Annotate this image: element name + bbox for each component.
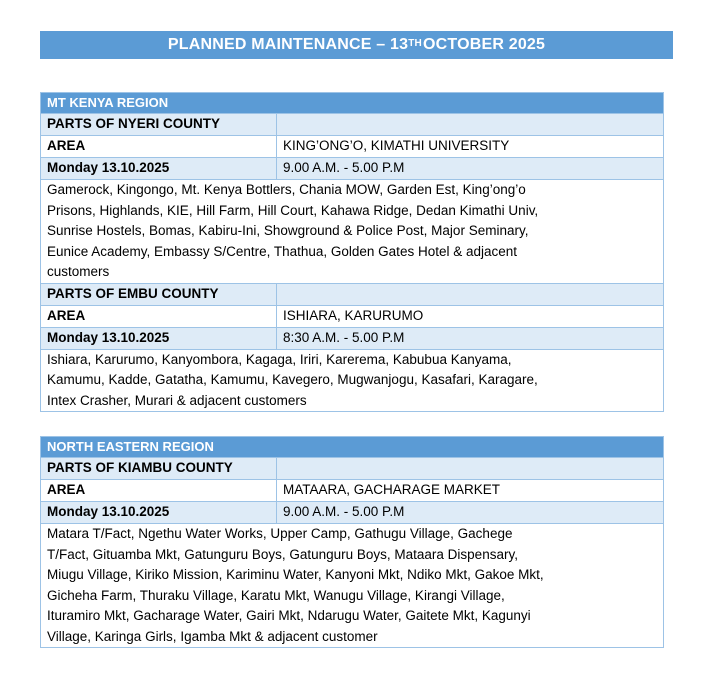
area-label: AREA <box>41 306 277 327</box>
affected-line: Gamerock, Kingongo, Mt. Kenya Bottlers, Chania MOW, Garden Est, King’ong’o <box>47 182 526 197</box>
affected-areas <box>41 523 663 647</box>
affected-line: Intex Crasher, Murari & adjacent customers <box>47 392 307 408</box>
date-row <box>41 327 663 349</box>
affected-line: Prisons, Highlands, KIE, Hill Farm, Hill Court, Kahawa Ridge, Dedan Kimathi Univ, <box>47 202 539 218</box>
time-value: 8:30 A.M. - 5.00 P.M <box>283 329 405 345</box>
region-header: NORTH EASTERN REGION <box>41 437 663 457</box>
county-row <box>41 283 663 305</box>
affected-line: Eunice Academy, Embassy S/Centre, Thathua, Golden Gates Hotel & adjacent <box>47 243 518 259</box>
date-value: Monday 13.10.2025 <box>41 328 277 349</box>
affected-line: Matara T/Fact, Ngethu Water Works, Upper Camp, Gathugu Village, Gachege <box>47 526 513 541</box>
page-title <box>40 31 673 59</box>
affected-line: Kamumu, Kadde, Gatatha, Kamumu, Kavegero, Mugwanjogu, Kasafari, Karagare, <box>47 372 538 387</box>
area-row <box>41 479 663 501</box>
affected-line: Miugu Village, Kiriko Mission, Kariminu Water, Kanyoni Mkt, Ndiko Mkt, Gakoe Mkt, <box>47 567 544 582</box>
county-row <box>41 457 663 479</box>
time-value: 9.00 A.M. - 5.00 P.M <box>283 160 405 175</box>
region-mt-kenya <box>40 92 664 412</box>
affected-line: Sunrise Hostels, Bomas, Kabiru-Ini, Showground & Police Post, Major Seminary, <box>47 223 529 238</box>
area-row <box>41 305 663 327</box>
affected-line: Gicheha Farm, Thuraku Village, Karatu Mkt, Wanugu Village, Kirangi Village, <box>47 587 505 603</box>
region-north-eastern <box>40 436 664 648</box>
affected-areas <box>41 179 663 283</box>
area-value: KING’ONG’O, KIMATHI UNIVERSITY <box>283 138 510 153</box>
title-superscript: TH <box>408 37 422 49</box>
area-label: AREA <box>41 480 277 501</box>
date-row <box>41 501 663 523</box>
title-suffix: OCTOBER 2025 <box>422 36 546 53</box>
time-value: 9.00 A.M. - 5.00 P.M <box>283 504 405 519</box>
area-value: MATAARA, GACHARAGE MARKET <box>283 482 501 497</box>
affected-line: customers <box>47 264 110 279</box>
affected-line: T/Fact, Gituamba Mkt, Gatunguru Boys, Gatunguru Boys, Mataara Dispensary, <box>47 546 518 562</box>
area-label: AREA <box>41 136 277 157</box>
county-name: PARTS OF KIAMBU COUNTY <box>41 458 277 479</box>
county-name: PARTS OF NYERI COUNTY <box>41 114 277 135</box>
date-value: Monday 13.10.2025 <box>41 502 277 523</box>
affected-line: Ishiara, Karurumo, Kanyombora, Kagaga, Iriri, Karerema, Kabubua Kanyama, <box>47 351 512 367</box>
area-value: ISHIARA, KARURUMO <box>283 307 424 323</box>
region-header: MT KENYA REGION <box>41 93 663 113</box>
county-row <box>41 113 663 135</box>
date-value: Monday 13.10.2025 <box>41 158 277 179</box>
title-prefix: PLANNED MAINTENANCE – 13 <box>167 36 409 53</box>
county-name: PARTS OF EMBU COUNTY <box>41 284 277 305</box>
affected-line: Village, Karinga Girls, Igamba Mkt & adjacent customer <box>47 628 378 644</box>
area-row <box>41 135 663 157</box>
affected-line: Ituramiro Mkt, Gacharage Water, Gairi Mkt, Ndarugu Water, Gaitete Mkt, Kagunyi <box>47 608 531 623</box>
date-row <box>41 157 663 179</box>
affected-areas <box>41 349 663 412</box>
